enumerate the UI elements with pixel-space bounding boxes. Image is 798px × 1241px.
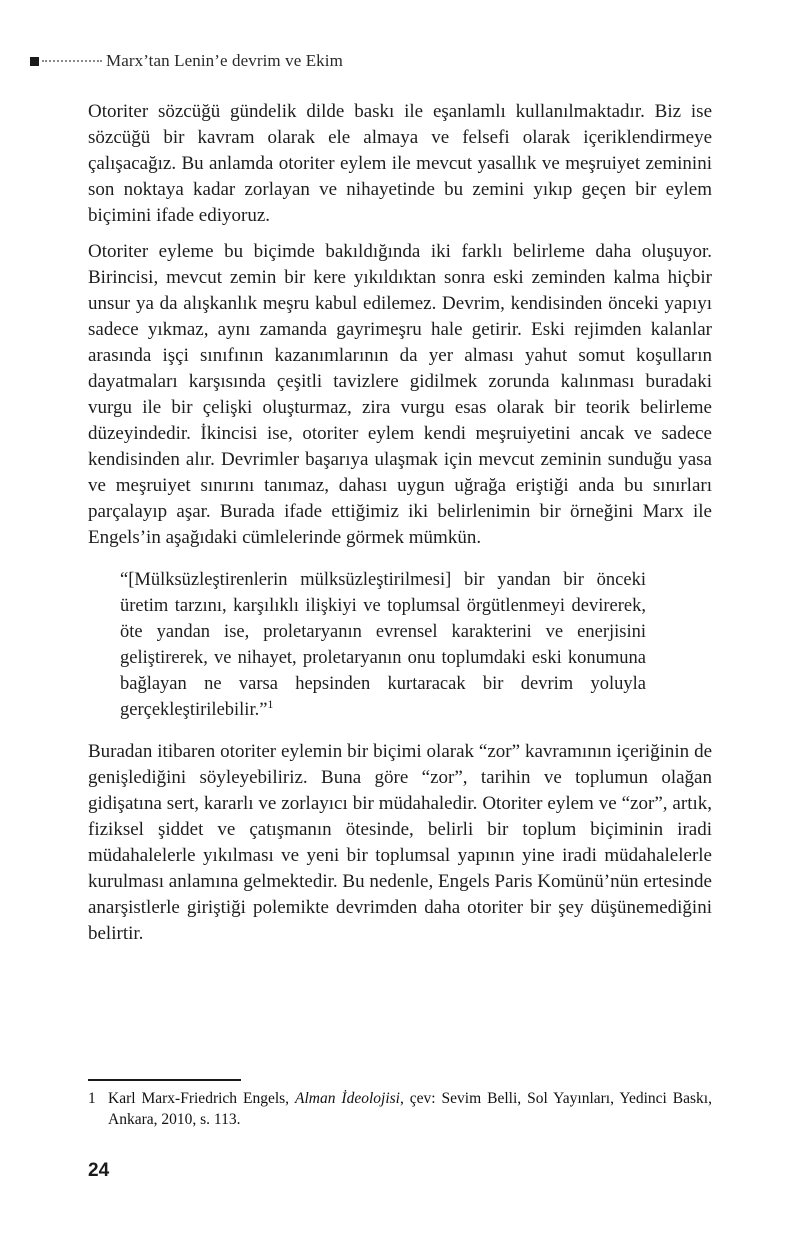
- footnote-number: 1: [88, 1090, 96, 1107]
- footnote-text: [88, 1088, 712, 1130]
- footnote-block: [88, 1079, 712, 1130]
- paragraph-2: Otoriter eyleme bu biçimde bakıldığında iki farklı belirleme daha oluşuyor. Birincisi, mevcut zemin bir kere yıkıldıktan sonra eski zeminden kalma hiçbir unsur ya da alışkanlık meşru kabul edilemez. Devrim, kendisinden önceki yapıyı sadece yıkmaz, aynı zamanda gayrimeşru hale getirir. Eski rejimden kalanlar arasında işçi sınıfının kazanımlarının da yer alması yahut somut koşulların dayatmaları karşısında çeşitli tavizlere gidilmek zorunda kalınması buradaki vurgu ile bir çelişki oluşturmaz, zira vurgu esas olarak bir teorik belirleme düzeyindedir. İkincisi ise, otoriter eylem kendi meşruiyetini ancak ve sadece kendisinden alır. Devrimler başarıya ulaşmak için mevcut zeminin sunduğu yasa ve meşruiyet sınırını tanımaz, dahası uygun uğrağa eriştiği anda bu sınırları parçalayıp aşar. Burada ifade ettiğimiz iki belirlenimin bir örneğini Marx ile Engels’in aşağıdaki cümlelerinde görmek mümkün.: [88, 241, 712, 548]
- paragraph-3: Buradan itibaren otoriter eylemin bir biçimi olarak “zor” kavramının içeriğinin de genişlediğini söyleyebiliriz. Buna göre “zor”, tarihin ve toplumun olağan gidişatına sert, kararlı ve zorlayıcı bir müdahaledir. Otoriter eylem ve “zor”, artık, fiziksel şiddet ve çatışmanın ötesinde, belirli bir toplum biçiminin iradi müdahalelerle yıkılması ve yeni bir toplumsal yapının yine iradi müdahalelerle kurulması anlamına gelmektedir. Bu nedenle, Engels Paris Komünü’nün ertesinde anarşistlerle giriştiği polemikte devrimden daha otoriter bir şey düşünemediğini belirtir.: [88, 741, 712, 944]
- footnote-book-title: Alman İdeolojisi: [295, 1090, 400, 1107]
- paragraph-1: Otoriter sözcüğü gündelik dilde baskı ile eşanlamlı kullanılmaktadır. Biz ise sözcüğü bir kavram olarak ele almaya ve felsefi olarak içeriklendirmeye çalışacağız. Bu anlamda otoriter eylem ile mevcut yasallık ve meşruiyet zeminini son noktaya kadar zorlayan ve nihayetinde bu zemini yıkıp geçen bir eylem biçimini ifade ediyoruz.: [88, 101, 712, 226]
- footnote-separator-rule: [88, 1079, 241, 1081]
- main-text-column: [88, 99, 712, 957]
- running-header: [30, 50, 730, 72]
- running-header-title: Marx’tan Lenin’e devrim ve Ekim: [106, 51, 343, 70]
- footnote-citation-end: , çev: Sevim Belli, Sol Yayınları, Yedinci Baskı, Ankara, 2010, s. 113.: [108, 1090, 712, 1128]
- footnote-citation-start: Karl Marx-Friedrich Engels,: [108, 1090, 295, 1107]
- block-quote-text: “[Mülksüzleştirenlerin mülksüzleştirilmesi] bir yandan bir önceki üretim tarzını, karşılıklı ilişkiyi ve toplumsal örgütlenmeyi devirerek, öte yandan ise, proletaryanın evrensel karakterini ve enerjisini geliştirerek, ve nihayet, proletaryanın onu toplumdaki eski konumuna bağlayan ne varsa hepsinden kurtaracak bir devrim yoluyla gerçekleştirilebilir.”: [120, 570, 646, 720]
- dotted-leader-line: [42, 60, 102, 62]
- page-number: 24: [88, 1160, 110, 1181]
- footnote-reference: 1: [267, 696, 274, 711]
- block-quote: [120, 567, 646, 723]
- square-bullet-icon: [30, 57, 39, 66]
